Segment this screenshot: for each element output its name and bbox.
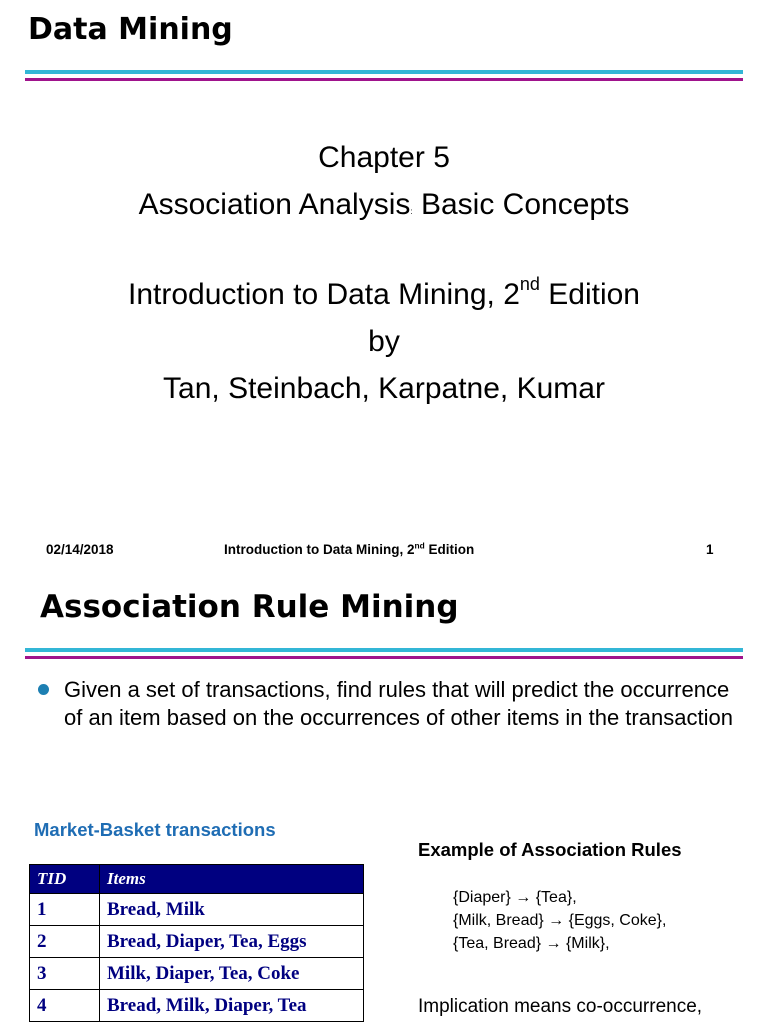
example-rules-title: Example of Association Rules [418, 839, 682, 860]
chapter-label: Chapter 5 [318, 141, 450, 174]
column-header-items: Items [100, 865, 364, 894]
slide-2 [0, 578, 768, 1024]
table-row [30, 926, 364, 958]
slide-title: Data Mining [28, 12, 233, 47]
title-block [0, 134, 768, 235]
table-header-row [30, 865, 364, 894]
footer-page-number: 1 [706, 542, 714, 557]
cell-tid: 2 [30, 926, 100, 958]
chapter-subtitle: Association Analysis: Basic Concepts [138, 188, 630, 221]
cell-tid: 3 [30, 958, 100, 990]
footer-date: 02/14/2018 [46, 542, 114, 557]
title-underline-cyan [25, 70, 743, 74]
implication-text: Implication means co-occurrence, [418, 996, 703, 1017]
book-title: Introduction to Data Mining, 2nd Edition [128, 274, 640, 311]
table-row [30, 958, 364, 990]
authors: Tan, Steinbach, Karpatne, Kumar [163, 372, 605, 405]
bullet-icon [38, 684, 49, 695]
title-underline-cyan [25, 648, 743, 652]
cell-tid: 4 [30, 990, 100, 1022]
cell-items: Milk, Diaper, Tea, Coke [100, 958, 364, 990]
title-underline-magenta [25, 78, 743, 81]
cell-items: Bread, Diaper, Tea, Eggs [100, 926, 364, 958]
transactions-table [29, 864, 364, 1022]
by-label: by [368, 325, 400, 358]
cell-items: Bread, Milk [100, 894, 364, 926]
bullet-item [38, 676, 738, 732]
rule-item: {Milk, Bread} → {Eggs, Coke}, [453, 912, 667, 929]
rule-item: {Diaper} → {Tea}, [453, 889, 577, 906]
example-rules-list [453, 886, 666, 955]
footer-book-title: Introduction to Data Mining, 2nd Edition [224, 540, 475, 557]
title-underline-magenta [25, 656, 743, 659]
column-header-tid: TID [30, 865, 100, 894]
book-info-block [0, 271, 768, 412]
cell-items: Bread, Milk, Diaper, Tea [100, 990, 364, 1022]
rule-item: {Tea, Bread} → {Milk}, [453, 935, 610, 952]
slide-title: Association Rule Mining [40, 589, 459, 625]
table-row [30, 894, 364, 926]
table-row [30, 990, 364, 1022]
market-basket-title: Market-Basket transactions [34, 819, 276, 840]
cell-tid: 1 [30, 894, 100, 926]
bullet-text: Given a set of transactions, find rules that will predict the occurrence of an item based on the occurrences of other items in the transaction [64, 677, 733, 730]
